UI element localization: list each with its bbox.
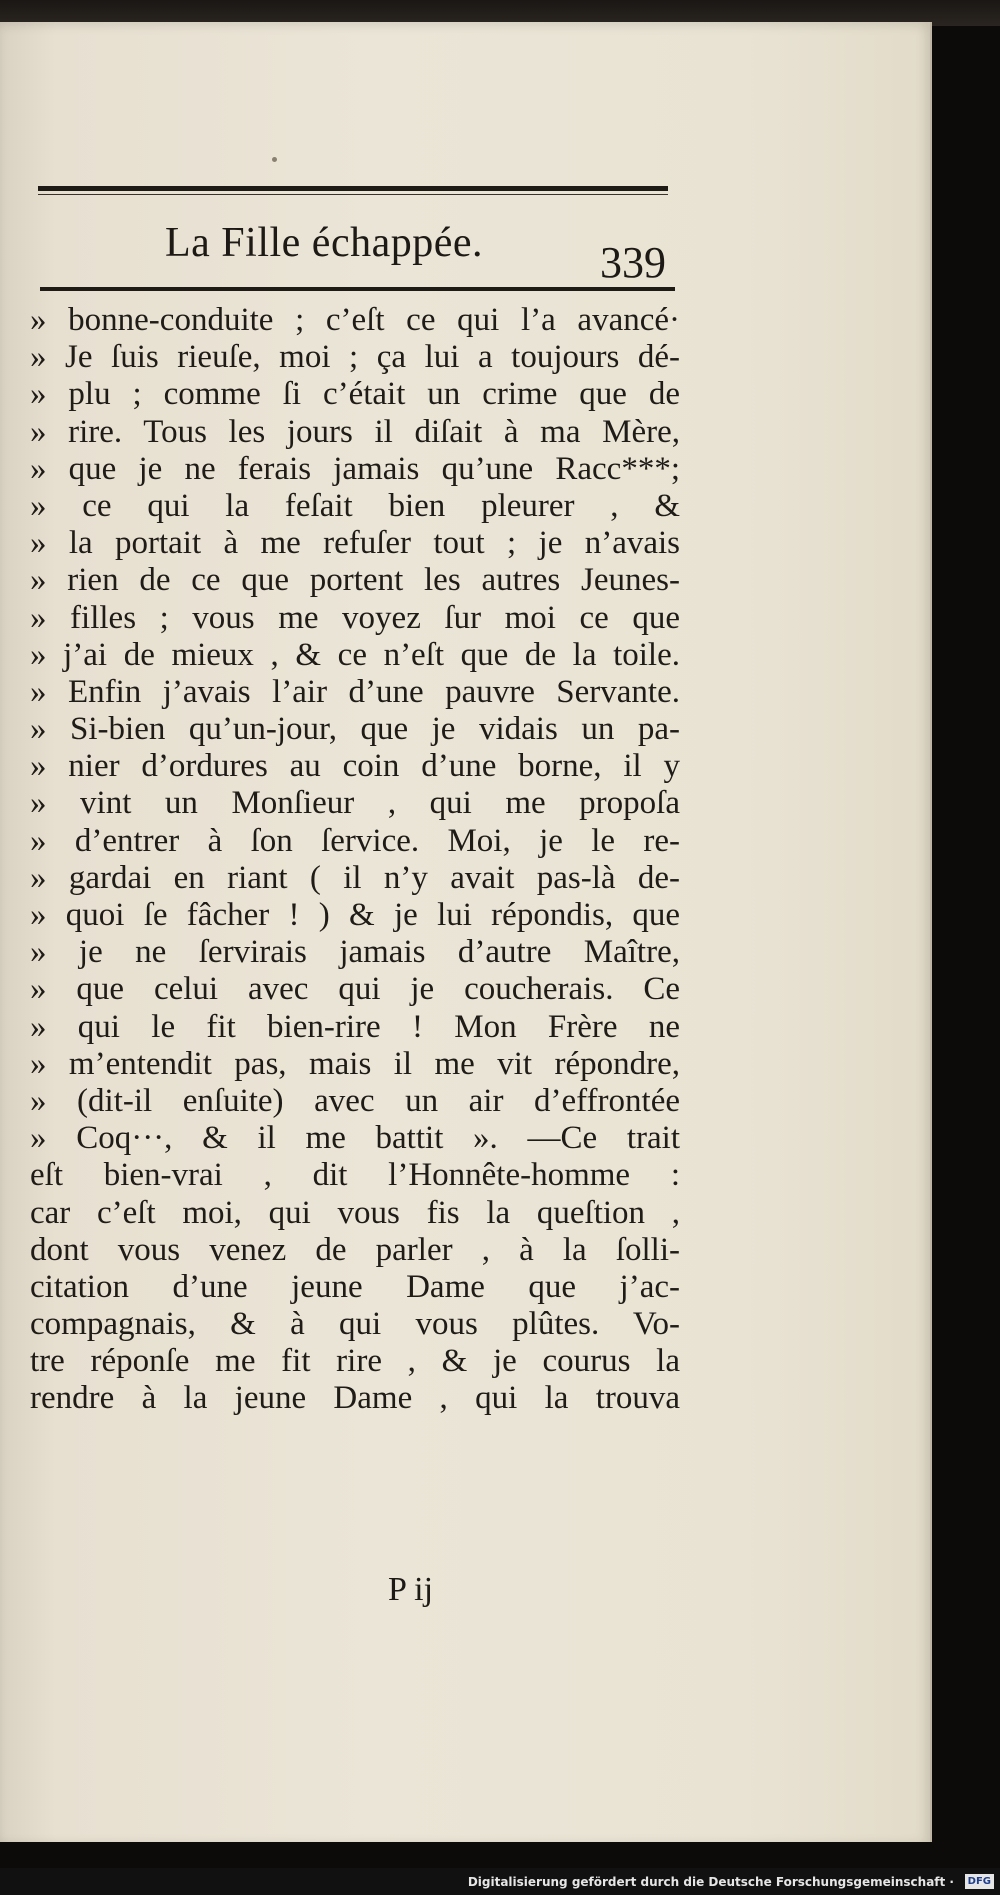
- text-line: » Enfin j’avais l’air d’une pauvre Servante.: [30, 673, 680, 710]
- text-line: » gardai en riant ( il n’y avait pas-là de-: [30, 859, 680, 896]
- text-line: dont vous venez de parler , à la ſolli-: [30, 1231, 680, 1268]
- text-line: car c’eſt moi, qui vous fis la queſtion ,: [30, 1194, 680, 1231]
- header-rule-bottom: [40, 287, 675, 291]
- page-number: 339: [600, 238, 666, 287]
- text-line: » que je ne ferais jamais qu’une Racc***;: [30, 450, 680, 487]
- text-line: tre réponſe me fit rire , & je courus la: [30, 1343, 680, 1380]
- text-line: » bonne-conduite ; c’eſt ce qui l’a avancé·: [30, 302, 680, 338]
- body-text: [30, 302, 680, 1418]
- text-line: compagnais, & à qui vous plûtes. Vo-: [30, 1306, 680, 1343]
- text-line: » ce qui la feſait bien pleurer , &: [30, 487, 680, 524]
- text-line: » je ne ſervirais jamais d’autre Maître,: [30, 934, 680, 971]
- text-line: » vint un Monſieur , qui me propoſa: [30, 785, 680, 822]
- text-line: » m’entendit pas, mais il me vit répondre,: [30, 1045, 680, 1082]
- text-line: citation d’une jeune Dame que j’ac-: [30, 1268, 680, 1305]
- text-line: » la portait à me refuſer tout ; je n’avais: [30, 525, 680, 562]
- text-line: » nier d’ordures au coin d’une borne, il y: [30, 748, 680, 785]
- signature-mark: P ij: [388, 1571, 434, 1608]
- text-line: » (dit-il enſuite) avec un air d’effrontée: [30, 1082, 680, 1119]
- ink-spot: [272, 157, 277, 162]
- text-line: » quoi ſe fâcher ! ) & je lui répondis, que: [30, 897, 680, 933]
- text-line: eſt bien-vrai , dit l’Honnête-homme :: [30, 1157, 680, 1194]
- text-line: » filles ; vous me voyez ſur moi ce que: [30, 599, 680, 636]
- text-line: » Coq···, & il me battit ». —Ce trait: [30, 1120, 680, 1157]
- digitization-credit: Digitalisierung gefördert durch die Deutsche Forschungsgemeinschaft ·: [467, 1875, 954, 1889]
- text-line: » que celui avec qui je coucherais. Ce: [30, 971, 680, 1008]
- text-line: » Je ſuis rieuſe, moi ; ça lui a toujours dé-: [30, 339, 680, 376]
- text-line: » rire. Tous les jours il diſait à ma Mère,: [30, 413, 680, 450]
- text-line: » Si-bien qu’un-jour, que je vidais un pa-: [30, 711, 680, 748]
- dfg-logo-icon: DFG: [965, 1874, 994, 1889]
- text-line: » j’ai de mieux , & ce n’eſt que de la toile.: [30, 636, 680, 673]
- text-line: rendre à la jeune Dame , qui la trouva: [30, 1380, 680, 1417]
- header-rule-top-thin: [38, 194, 668, 195]
- text-line: » d’entrer à ſon ſervice. Moi, je le re-: [30, 822, 680, 859]
- running-title: La Fille échappée.: [165, 220, 484, 266]
- text-line: » rien de ce que portent les autres Jeunes-: [30, 562, 680, 599]
- text-line: » qui le fit bien-rire ! Mon Frère ne: [30, 1008, 680, 1045]
- text-line: » plu ; comme ſi c’était un crime que de: [30, 376, 680, 413]
- header-rule-top: [38, 186, 668, 191]
